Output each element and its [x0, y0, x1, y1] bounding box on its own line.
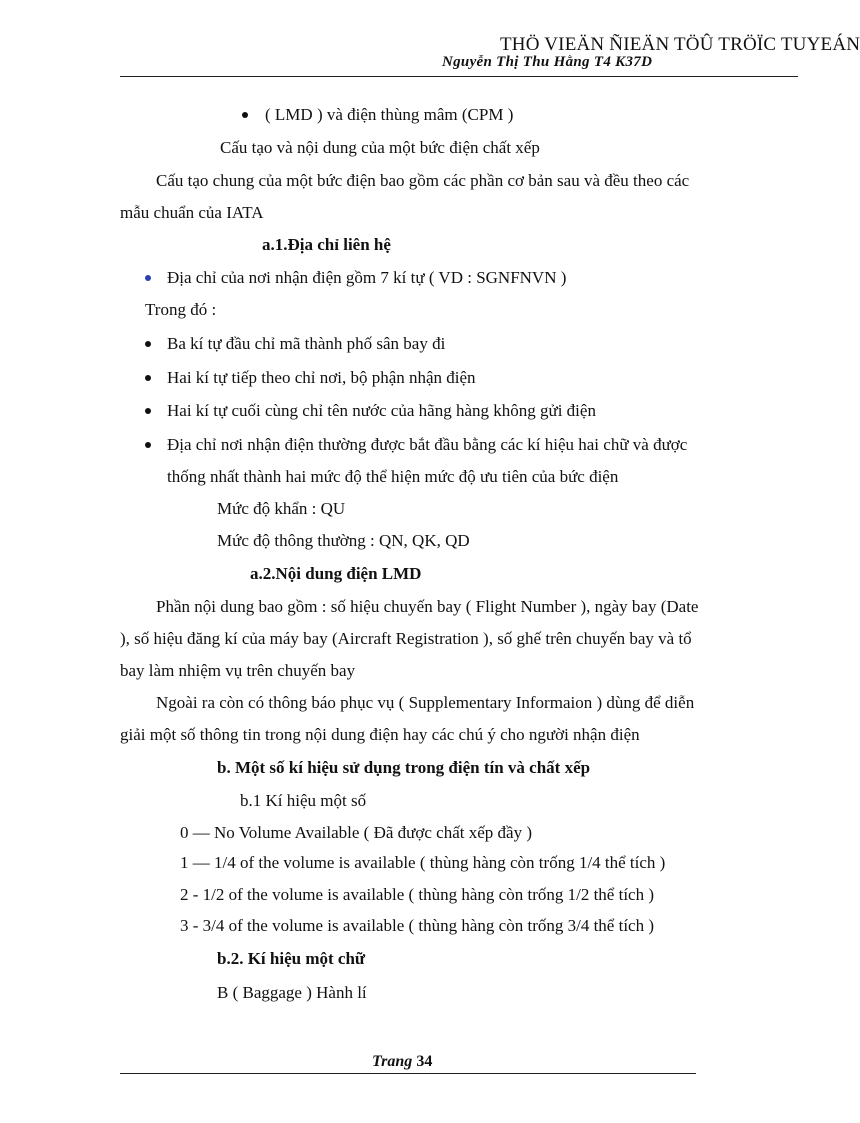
bullet-item-4-line-1: Địa chỉ nơi nhận điện thường được bắt đầu bằng các kí hiệu hai chữ và được [167, 435, 688, 454]
trong-do: Trong đó : [145, 300, 217, 319]
bullet-item-3: Hai kí tự cuối cùng chỉ tên nước của hãng hàng không gửi điện [167, 401, 596, 420]
footer-rule [120, 1073, 696, 1074]
code-3: 3 - 3/4 of the volume is available ( thùng hàng còn trống 3/4 thể tích ) [180, 916, 654, 935]
bullet-icon [145, 341, 151, 347]
heading-b2-text: b.2. Kí hiệu một chữ [217, 949, 366, 968]
normal-level: Mức độ thông thường : QN, QK, QD [217, 531, 470, 550]
author-header: Nguyễn Thị Thu Hằng T4 K37D [442, 54, 653, 70]
bullet-icon [145, 375, 151, 381]
code-b: B ( Baggage ) Hành lí [217, 983, 367, 1002]
bullet-icon [145, 408, 151, 414]
heading-b-text: b. Một số kí hiệu sử dụng trong điện tín và chất xếp [217, 758, 591, 777]
heading-a2 [250, 564, 421, 584]
page-label: Trang [372, 1053, 413, 1070]
bullet-icon [145, 275, 151, 281]
heading-a2-text: a.2.Nội dung điện LMD [250, 564, 422, 583]
content-line-3: bay làm nhiệm vụ trên chuyến bay [120, 661, 356, 680]
code-2: 2 - 1/2 of the volume is available ( thùng hàng còn trống 1/2 thể tích ) [180, 885, 654, 904]
intro-line-1: Cấu tạo chung của một bức điện bao gồm các phần cơ bản sau và đều theo các [156, 171, 690, 190]
heading-b [217, 758, 590, 778]
library-header: THÖ VIEÄN ÑIEÄN TÖÛ TRÖÏC TUYEÁN [500, 34, 860, 55]
header-rule [120, 76, 798, 77]
bullet-item-4-line-2: thống nhất thành hai mức độ thể hiện mức độ ưu tiên của bức điện [167, 467, 619, 486]
content-line-1: Phần nội dung bao gồm : số hiệu chuyến bay ( Flight Number ), ngày bay (Date [156, 597, 699, 616]
heading-a1 [262, 235, 391, 255]
bullet-lmd: ( LMD ) và điện thùng mâm (CPM ) [265, 105, 514, 124]
extra-line-1: Ngoài ra còn có thông báo phục vụ ( Supplementary Informaion ) dùng để diễn [156, 693, 695, 712]
intro-line-2: mẫu chuẩn của IATA [120, 203, 264, 222]
heading-b1: b.1 Kí hiệu một số [240, 791, 367, 810]
page-number: 34 [416, 1053, 433, 1070]
bullet-icon [242, 112, 248, 118]
code-0: 0 — No Volume Available ( Đã được chất xếp đầy ) [180, 823, 532, 842]
subtitle: Cấu tạo và nội dung của một bức điện chất xếp [220, 138, 540, 157]
urgent-level: Mức độ khẩn : QU [217, 499, 346, 518]
bullet-icon [145, 442, 151, 448]
code-1: 1 — 1/4 of the volume is available ( thùng hàng còn trống 1/4 thể tích ) [180, 853, 666, 872]
content-line-2: ), số hiệu đăng kí của máy bay (Aircraft Registration ), số ghế trên chuyến bay và tổ [120, 629, 692, 648]
bullet-item-2: Hai kí tự tiếp theo chỉ nơi, bộ phận nhận điện [167, 368, 476, 387]
heading-b2 [217, 949, 365, 969]
bullet-item-1: Ba kí tự đầu chỉ mã thành phố sân bay đi [167, 334, 446, 353]
extra-line-2: giải một số thông tin trong nội dung điện hay các chú ý cho người nhận điện [120, 725, 640, 744]
page-footer [372, 1053, 432, 1071]
heading-a1-text: a.1.Địa chỉ liên hệ [262, 235, 391, 254]
bullet-address: Địa chỉ của nơi nhận điện gồm 7 kí tự ( VD : SGNFNVN ) [167, 268, 567, 287]
